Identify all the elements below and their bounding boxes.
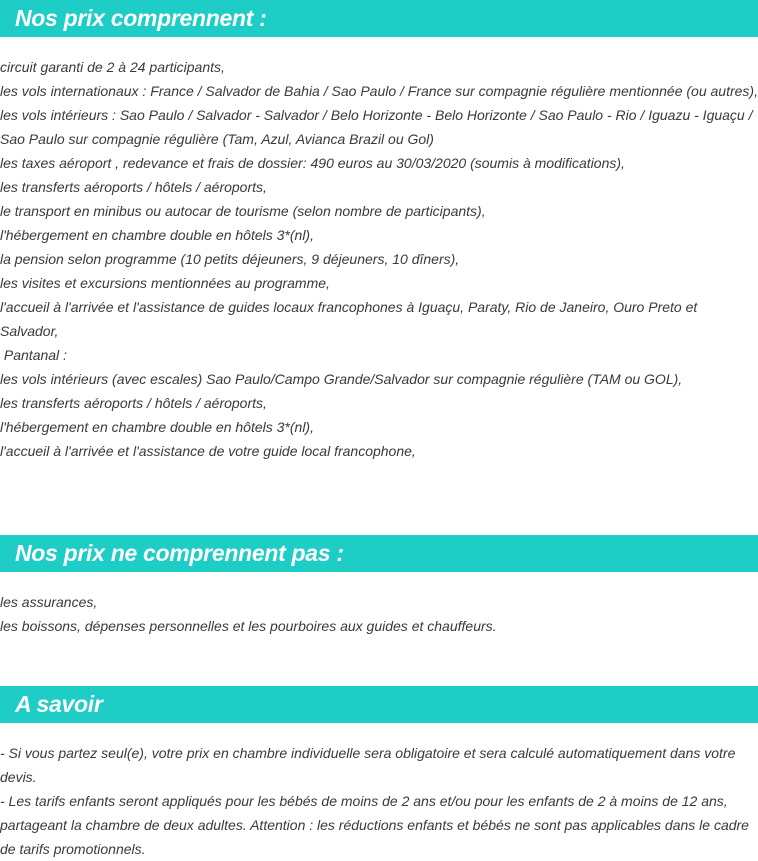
excluded-list: [0, 590, 758, 638]
list-item: les transferts aéroports / hôtels / aéroports,: [0, 395, 267, 411]
section-header-included: [0, 0, 758, 37]
section-header-info: [0, 686, 758, 723]
list-item: la pension selon programme (10 petits déjeuners, 9 déjeuners, 10 dîners),: [0, 251, 460, 267]
list-item: l'hébergement en chambre double en hôtels 3*(nl),: [0, 419, 314, 435]
list-item: - Si vous partez seul(e), votre prix en chambre individuelle sera obligatoire et sera calculé automatiquement dans votre devis.: [0, 745, 736, 785]
list-item: les assurances,: [0, 594, 98, 610]
section-header-excluded: [0, 535, 758, 572]
list-item: les taxes aéroport , redevance et frais de dossier: 490 euros au 30/03/2020 (soumis à modifications),: [0, 155, 625, 171]
list-item: les visites et excursions mentionnées au programme,: [0, 275, 330, 291]
list-item: les vols intérieurs : Sao Paulo / Salvador - Salvador / Belo Horizonte - Belo Horizonte / Sao Paulo - Rio / Iguazu - Iguaçu / Sao Paulo sur compagnie régulière (Tam, Azul, Avianca Brazil ou Gol): [0, 107, 753, 147]
list-item: - Les tarifs enfants seront appliqués pour les bébés de moins de 2 ans et/ou pour les enfants de 2 à moins de 12 ans, partageant la chambre de deux adultes. Attention : les réductions enfants et bébés ne sont pas applicables dans le cadre de tarifs promotionnels.: [0, 793, 749, 857]
list-item: les vols intérieurs (avec escales) Sao Paulo/Campo Grande/Salvador sur compagnie régulière (TAM ou GOL),: [0, 371, 683, 387]
section-title-excluded: Nos prix ne comprennent pas :: [15, 540, 344, 566]
included-list: [0, 55, 758, 463]
info-list: [0, 741, 758, 861]
list-item: les boissons, dépenses personnelles et les pourboires aux guides et chauffeurs.: [0, 618, 497, 634]
list-item: le transport en minibus ou autocar de tourisme (selon nombre de participants),: [0, 203, 486, 219]
list-item: les vols internationaux : France / Salvador de Bahia / Sao Paulo / France sur compagnie régulière mentionnée (ou autres),: [0, 83, 758, 99]
list-item-pantanal-heading: Pantanal :: [0, 347, 67, 363]
section-title-included: Nos prix comprennent :: [15, 5, 267, 31]
list-item: l'hébergement en chambre double en hôtels 3*(nl),: [0, 227, 314, 243]
list-item: les transferts aéroports / hôtels / aéroports,: [0, 179, 267, 195]
list-item: l'accueil à l'arrivée et l'assistance de votre guide local francophone,: [0, 443, 416, 459]
list-item: l'accueil à l'arrivée et l'assistance de guides locaux francophones à Iguaçu, Paraty, Rio de Janeiro, Ouro Preto et Salvador,: [0, 299, 698, 339]
section-title-info: A savoir: [15, 691, 103, 717]
list-item: circuit garanti de 2 à 24 participants,: [0, 59, 225, 75]
